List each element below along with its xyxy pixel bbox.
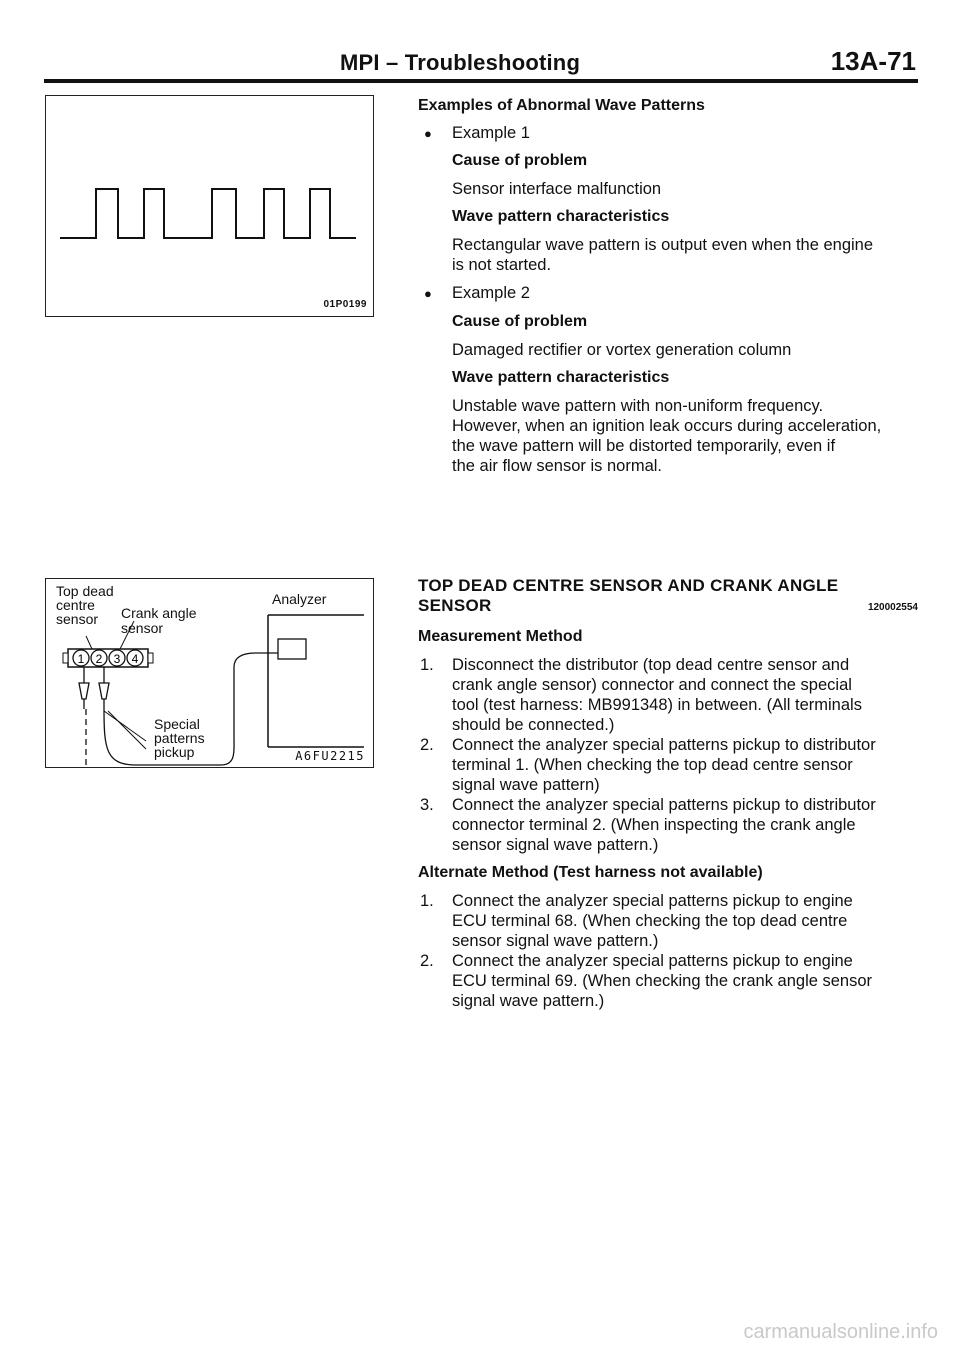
section-reference-code: 120002554 — [867, 602, 918, 613]
step-number: 2. — [420, 952, 434, 970]
rectangular-wave-line — [60, 189, 356, 238]
section-title-line: TOP DEAD CENTRE SENSOR AND CRANK ANGLE — [418, 576, 839, 595]
alternate-step-line: Connect the analyzer special patterns pickup to engine — [452, 952, 853, 970]
connector-pin-4 — [127, 650, 143, 666]
svg-text:4: 4 — [131, 652, 139, 666]
example-1-cause: Sensor interface malfunction — [452, 180, 662, 198]
example-1-label: Example 1 — [452, 124, 530, 142]
example-2-cause-heading: Cause of problem — [452, 313, 588, 330]
measurement-step-line: Disconnect the distributor (top dead centre sensor and — [452, 656, 850, 674]
measurement-heading: Measurement Method — [418, 628, 583, 645]
figure-code: 01P0199 — [323, 299, 367, 310]
connector-pin-3 — [109, 650, 125, 666]
alternate-heading: Alternate Method (Test harness not available) — [418, 864, 763, 881]
step-number: 1. — [420, 892, 434, 910]
svg-text:2: 2 — [95, 652, 103, 666]
watermark: carmanualsonline.info — [743, 1321, 938, 1343]
example-1-cause-heading: Cause of problem — [452, 152, 588, 169]
label-analyzer: Analyzer — [272, 591, 327, 607]
connector-pin-1 — [73, 650, 89, 666]
svg-text:3: 3 — [113, 652, 121, 666]
label-top-dead-centre-sensor: Top dead centre sensor — [56, 583, 114, 627]
bullet-icon: ● — [424, 126, 432, 141]
connector-pin-2 — [91, 650, 107, 666]
figure-code: A6FU2215 — [295, 749, 365, 763]
wave-pattern-diagram — [46, 96, 373, 316]
example-1-char-line: Rectangular wave pattern is output even when the engine — [452, 236, 874, 254]
label-special-patterns-pickup: Special patterns pickup — [154, 716, 205, 760]
example-2-cause: Damaged rectifier or vortex generation column — [452, 341, 792, 359]
measurement-step-line: Connect the analyzer special patterns pickup to distributor — [452, 736, 876, 754]
probe-clips — [79, 667, 109, 709]
page-header-title: MPI – Troubleshooting — [340, 50, 581, 75]
measurement-step-line: Connect the analyzer special patterns pickup to distributor — [452, 796, 876, 814]
step-number: 2. — [420, 736, 434, 754]
measurement-step-line: crank angle sensor) connector and connect the special — [452, 676, 852, 694]
step-number: 3. — [420, 796, 434, 814]
example-2-label: Example 2 — [452, 284, 530, 302]
measurement-step-line: terminal 1. (When checking the top dead centre sensor — [452, 756, 853, 774]
page-number: 13A-71 — [830, 46, 916, 76]
figure-wave-pattern — [45, 95, 374, 317]
measurement-step-line: signal wave pattern) — [452, 776, 600, 794]
example-2-char-heading: Wave pattern characteristics — [452, 369, 670, 386]
measurement-step-line: connector terminal 2. (When inspecting the crank angle — [452, 816, 856, 834]
header-rule — [44, 79, 918, 83]
example-1-char-heading: Wave pattern characteristics — [452, 208, 670, 225]
example-1-char-line: is not started. — [452, 256, 552, 274]
alternate-step-line: sensor signal wave pattern.) — [452, 932, 659, 950]
step-number: 1. — [420, 656, 434, 674]
example-2-char-line: the wave pattern will be distorted temporarily, even if — [452, 437, 836, 455]
section-title-line: SENSOR — [418, 596, 492, 615]
example-2-char-line: However, when an ignition leak occurs during acceleration, — [452, 417, 882, 435]
example-2-char-line: Unstable wave pattern with non-uniform frequency. — [452, 397, 824, 415]
measurement-step-line: should be connected.) — [452, 716, 615, 734]
svg-text:1: 1 — [77, 652, 85, 666]
alternate-step-line: signal wave pattern.) — [452, 992, 605, 1010]
label-crank-angle-sensor: Crank angle sensor — [121, 605, 197, 636]
figure-sensor-connection — [45, 578, 374, 768]
example-2-char-line: the air flow sensor is normal. — [452, 457, 662, 475]
alternate-step-line: ECU terminal 69. (When checking the crank angle sensor — [452, 972, 873, 990]
measurement-step-line: sensor signal wave pattern.) — [452, 836, 659, 854]
section-heading: Examples of Abnormal Wave Patterns — [418, 97, 705, 114]
alternate-step-line: ECU terminal 68. (When checking the top dead centre — [452, 912, 848, 930]
measurement-step-line: tool (test harness: MB991348) in between. (All terminals — [452, 696, 862, 714]
analyzer-display — [278, 639, 306, 659]
bullet-icon: ● — [424, 286, 432, 301]
alternate-step-line: Connect the analyzer special patterns pickup to engine — [452, 892, 853, 910]
